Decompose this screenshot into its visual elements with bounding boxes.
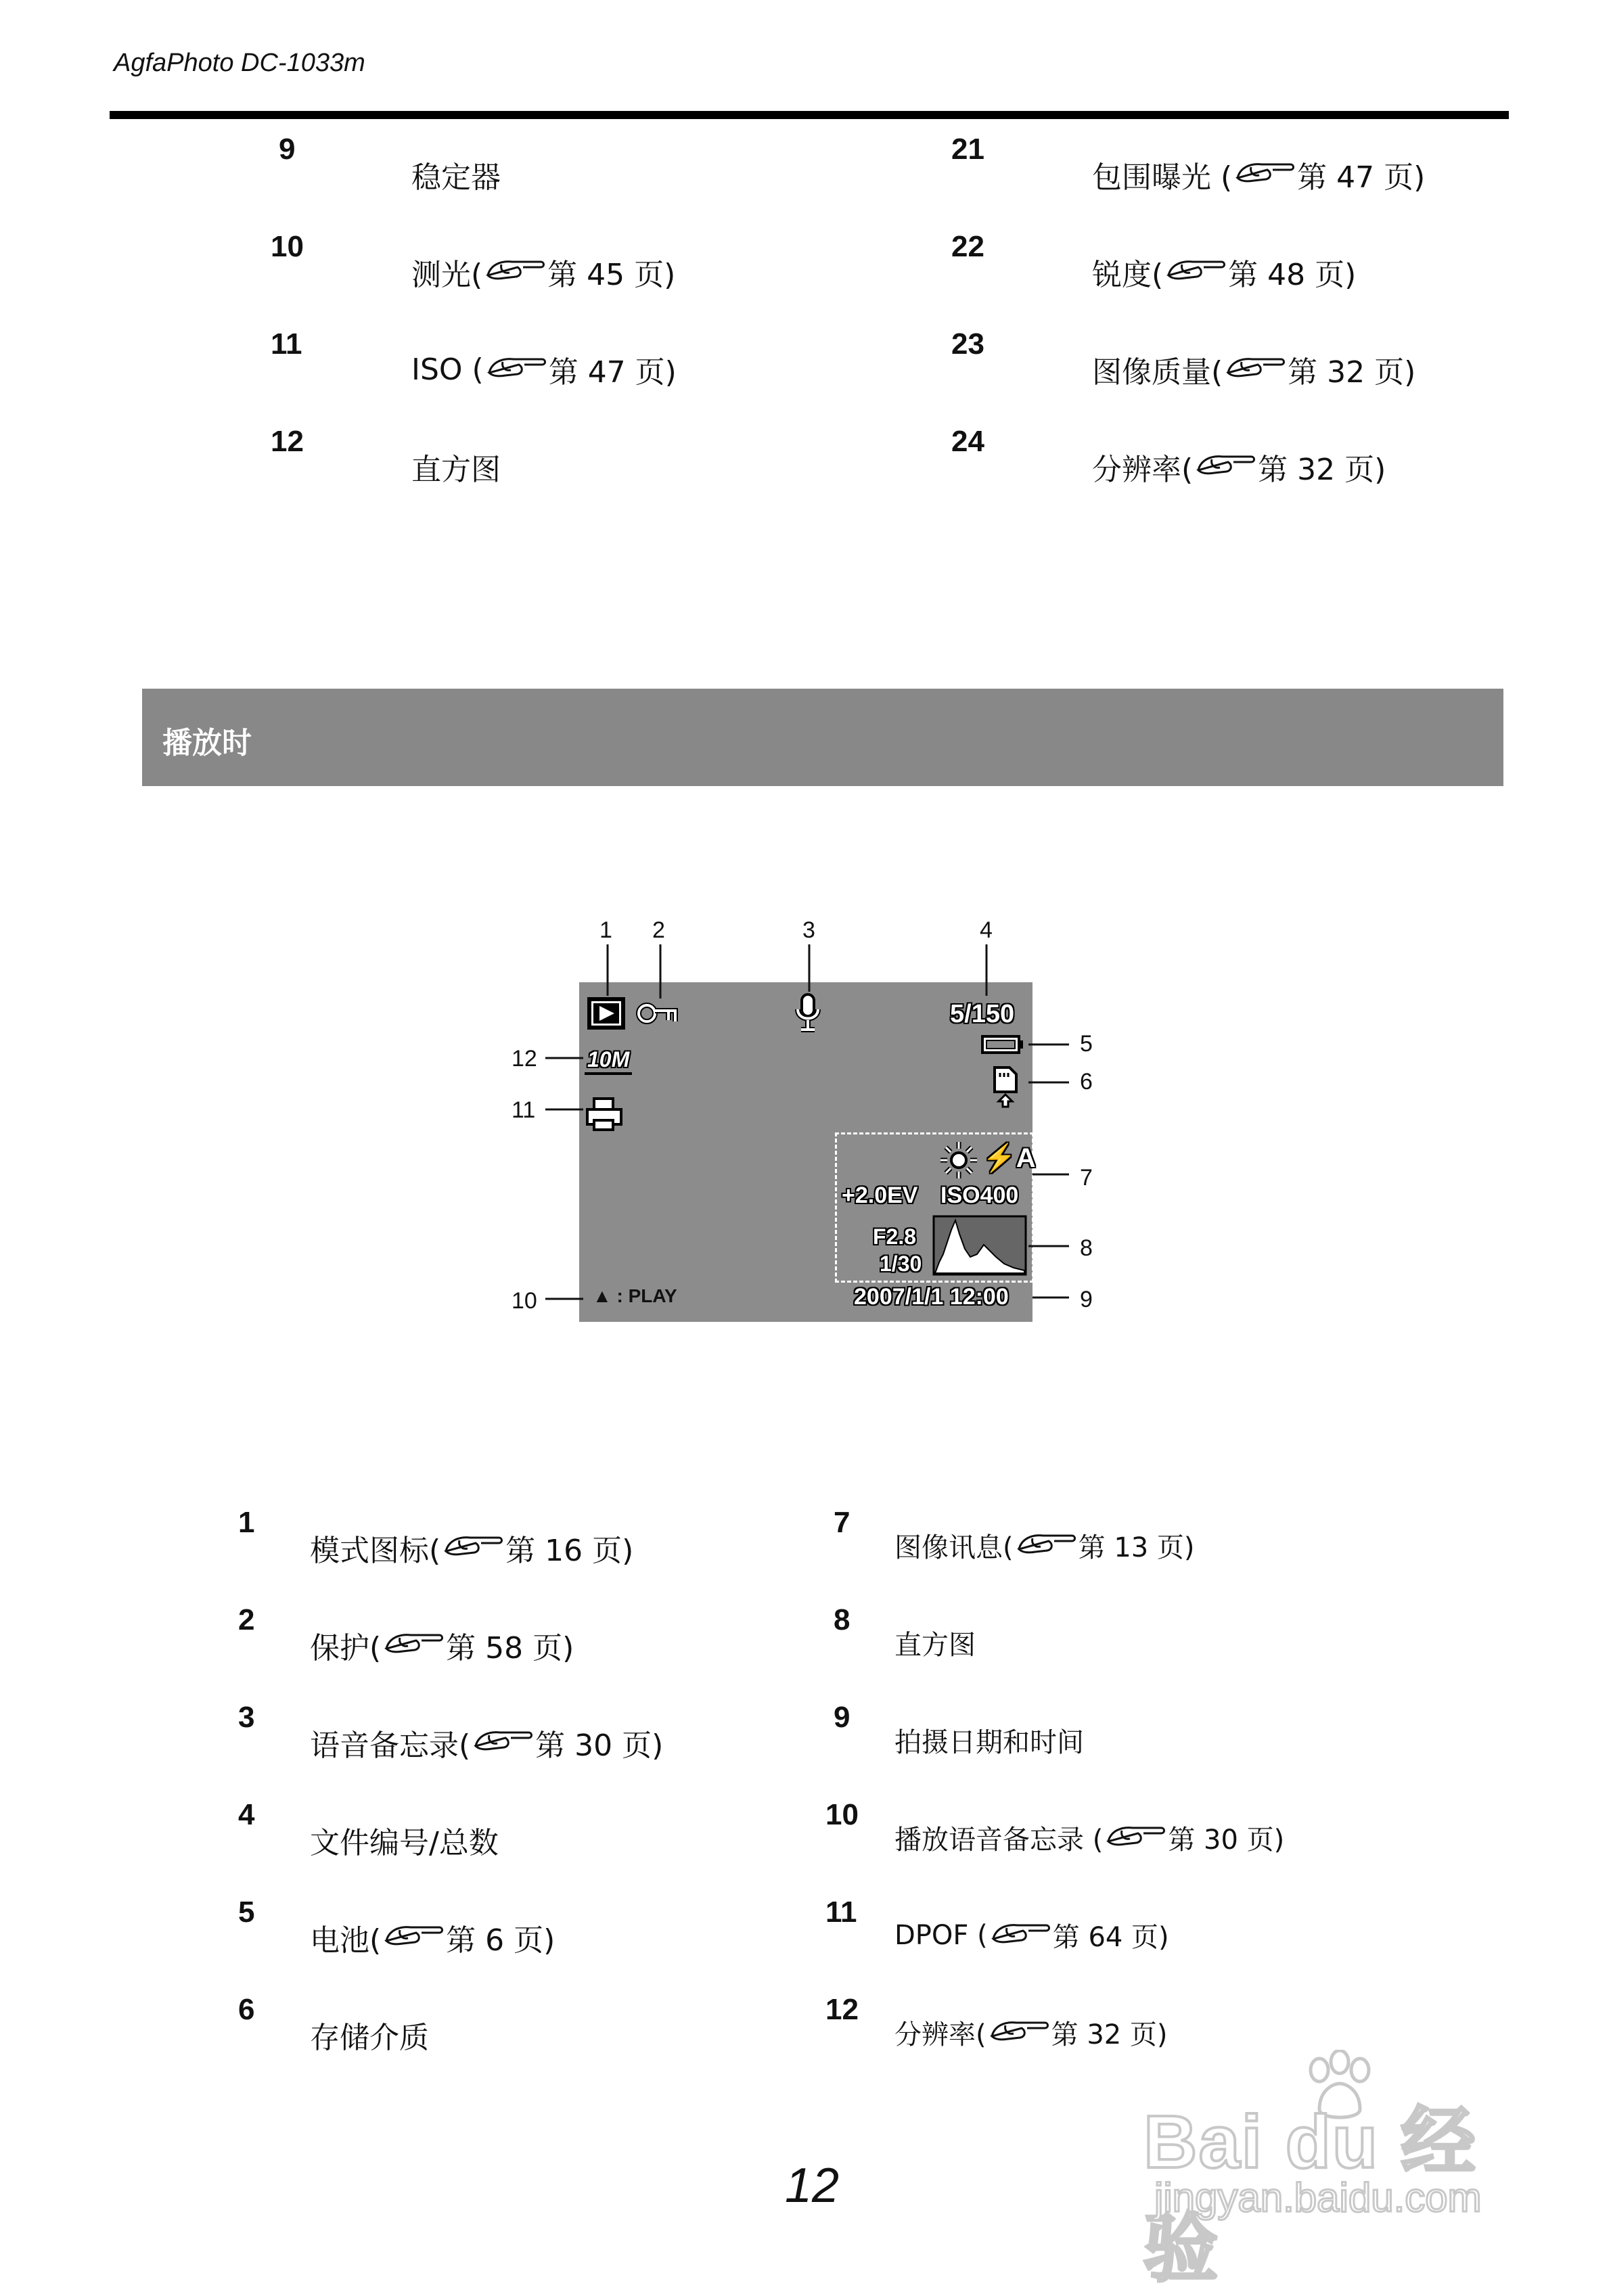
dpof-printer-icon	[585, 1096, 624, 1132]
callout-label: 9	[1080, 1287, 1093, 1312]
list-number: 11	[271, 327, 302, 361]
list-number: 10	[825, 1798, 859, 1831]
list-item	[411, 250, 675, 294]
protect-key-icon	[636, 1000, 679, 1027]
list-number: 10	[271, 230, 304, 263]
pointing-hand-icon	[1164, 255, 1227, 289]
page-reference: 第 47 页)	[1297, 160, 1426, 195]
camera-lcd-screen	[579, 982, 1036, 1322]
item-text: 包围曝光 (	[1092, 160, 1233, 195]
page-reference: 第 47 页)	[548, 355, 677, 390]
callout-label: 10	[512, 1288, 537, 1314]
memory-card-icon	[991, 1065, 1020, 1109]
callout-label: 8	[1080, 1235, 1093, 1261]
pointing-hand-icon	[1233, 158, 1296, 191]
callout-label: 4	[980, 917, 993, 943]
item-text: 稳定器	[411, 160, 501, 195]
list-item	[894, 2013, 1168, 2052]
aperture-value: F2.8	[873, 1224, 917, 1249]
page-reference: 第 30 页)	[1168, 1824, 1285, 1856]
pointing-hand-icon	[442, 1531, 504, 1565]
page-reference: 第 58 页)	[446, 1631, 574, 1666]
item-text: DPOF (	[894, 1919, 988, 1951]
list-number: 12	[825, 1993, 859, 2026]
list-item	[1092, 250, 1356, 294]
header-rule	[110, 111, 1509, 119]
list-number: 3	[238, 1701, 255, 1734]
model-name: AgfaPhoto DC-1033m	[114, 49, 365, 77]
iso-value: ISO400	[940, 1183, 1019, 1208]
voice-memo-microphone-icon	[794, 992, 821, 1034]
pointing-hand-icon	[1194, 450, 1256, 484]
list-number: 12	[271, 425, 304, 458]
list-item	[310, 1916, 555, 1959]
pointing-hand-icon	[472, 1726, 534, 1760]
section-title: 播放时	[162, 726, 252, 760]
white-balance-sun-icon	[939, 1141, 978, 1180]
list-item	[894, 1916, 1169, 1954]
item-text: 保护(	[310, 1631, 382, 1666]
list-number: 21	[951, 133, 984, 166]
page-reference: 第 64 页)	[1052, 1922, 1169, 1953]
list-item	[310, 2013, 429, 2057]
list-item	[894, 1526, 1195, 1565]
page-reference: 第 13 页)	[1078, 1532, 1195, 1563]
item-text: 锐度(	[1092, 258, 1164, 292]
list-item	[1092, 445, 1386, 488]
list-number: 11	[825, 1896, 857, 1929]
pointing-hand-icon	[1104, 1821, 1166, 1855]
pointing-hand-icon	[382, 1921, 445, 1954]
pointing-hand-icon	[485, 352, 547, 386]
shutter-speed: 1/30	[880, 1252, 922, 1276]
section-header	[142, 689, 1503, 786]
list-number: 1	[238, 1506, 255, 1539]
baidu-watermark	[1143, 2050, 1522, 2291]
list-item	[310, 1721, 663, 1764]
list-number: 2	[238, 1603, 255, 1636]
page-reference: 第 16 页)	[505, 1534, 634, 1568]
item-text: 测光(	[411, 258, 483, 292]
list-number: 4	[238, 1798, 255, 1831]
page-reference: 第 32 页)	[1288, 355, 1416, 390]
callout-label: 11	[512, 1097, 536, 1123]
page-reference: 第 48 页)	[1228, 258, 1357, 292]
histogram-graph	[932, 1215, 1027, 1276]
battery-icon	[980, 1032, 1024, 1057]
list-number: 6	[238, 1993, 255, 2026]
list-number: 8	[834, 1603, 850, 1636]
watermark-text: Bai du 经验	[1143, 2100, 1477, 2291]
list-item	[894, 1721, 1084, 1760]
list-item	[310, 1818, 499, 1862]
item-text: ISO (	[411, 352, 484, 387]
callout-label: 6	[1080, 1069, 1093, 1095]
callout-label: 1	[599, 917, 612, 943]
list-item	[894, 1624, 976, 1662]
list-item	[894, 1818, 1284, 1857]
list-item	[310, 1526, 633, 1569]
list-number: 9	[279, 133, 296, 166]
callout-label: 3	[802, 917, 815, 943]
list-number: 7	[834, 1506, 850, 1539]
list-item	[411, 153, 501, 196]
list-number: 9	[834, 1701, 850, 1734]
capture-datetime: 2007/1/1 12:00	[854, 1284, 1009, 1310]
callout-label: 12	[512, 1046, 537, 1072]
callout-label: 5	[1080, 1031, 1093, 1057]
list-item	[310, 1624, 574, 1667]
list-number: 24	[951, 425, 984, 458]
play-hint: ▲ : PLAY	[593, 1285, 677, 1306]
play-mode-icon	[586, 996, 627, 1031]
list-item	[1092, 153, 1425, 196]
item-text: 图像质量(	[1092, 355, 1223, 390]
list-item	[1092, 348, 1415, 391]
watermark-url: jingyan.baidu.com	[1154, 2175, 1482, 2220]
item-text: 直方图	[894, 1630, 976, 1661]
pointing-hand-icon	[382, 1628, 445, 1662]
list-number: 23	[951, 327, 984, 361]
exposure-compensation: +2.0EV	[842, 1183, 918, 1208]
file-counter: 5/150	[950, 1000, 1015, 1028]
item-text: 文件编号/总数	[310, 1826, 499, 1860]
item-text: 存储介质	[310, 2021, 429, 2055]
item-text: 播放语音备忘录 (	[894, 1824, 1104, 1856]
resolution-indicator: 10M	[585, 1047, 632, 1075]
item-text: 模式图标(	[310, 1534, 441, 1568]
pointing-hand-icon	[1015, 1529, 1077, 1563]
list-item	[411, 445, 501, 488]
list-number: 5	[238, 1896, 255, 1929]
list-item	[411, 348, 677, 391]
page-reference: 第 30 页)	[535, 1728, 664, 1763]
item-text: 分辨率(	[894, 2019, 986, 2050]
item-text: 语音备忘录(	[310, 1728, 471, 1763]
page-number: 12	[785, 2159, 840, 2213]
page-reference: 第 45 页)	[547, 258, 676, 292]
callout-label: 2	[652, 917, 665, 943]
pointing-hand-icon	[989, 1919, 1051, 1952]
item-text: 直方图	[411, 453, 501, 487]
pointing-hand-icon	[1224, 352, 1286, 386]
flash-mode: ⚡A	[982, 1143, 1036, 1173]
item-text: 图像讯息(	[894, 1532, 1014, 1563]
item-text: 电池(	[310, 1923, 382, 1958]
item-text: 分辨率(	[1092, 453, 1194, 487]
pointing-hand-icon	[484, 255, 546, 289]
callout-label: 7	[1080, 1165, 1093, 1191]
page-reference: 第 32 页)	[1258, 453, 1386, 487]
page-reference: 第 32 页)	[1051, 2019, 1168, 2050]
pointing-hand-icon	[988, 2016, 1050, 2050]
list-number: 22	[951, 230, 984, 263]
item-text: 拍摄日期和时间	[894, 1727, 1084, 1758]
page-reference: 第 6 页)	[446, 1923, 555, 1958]
